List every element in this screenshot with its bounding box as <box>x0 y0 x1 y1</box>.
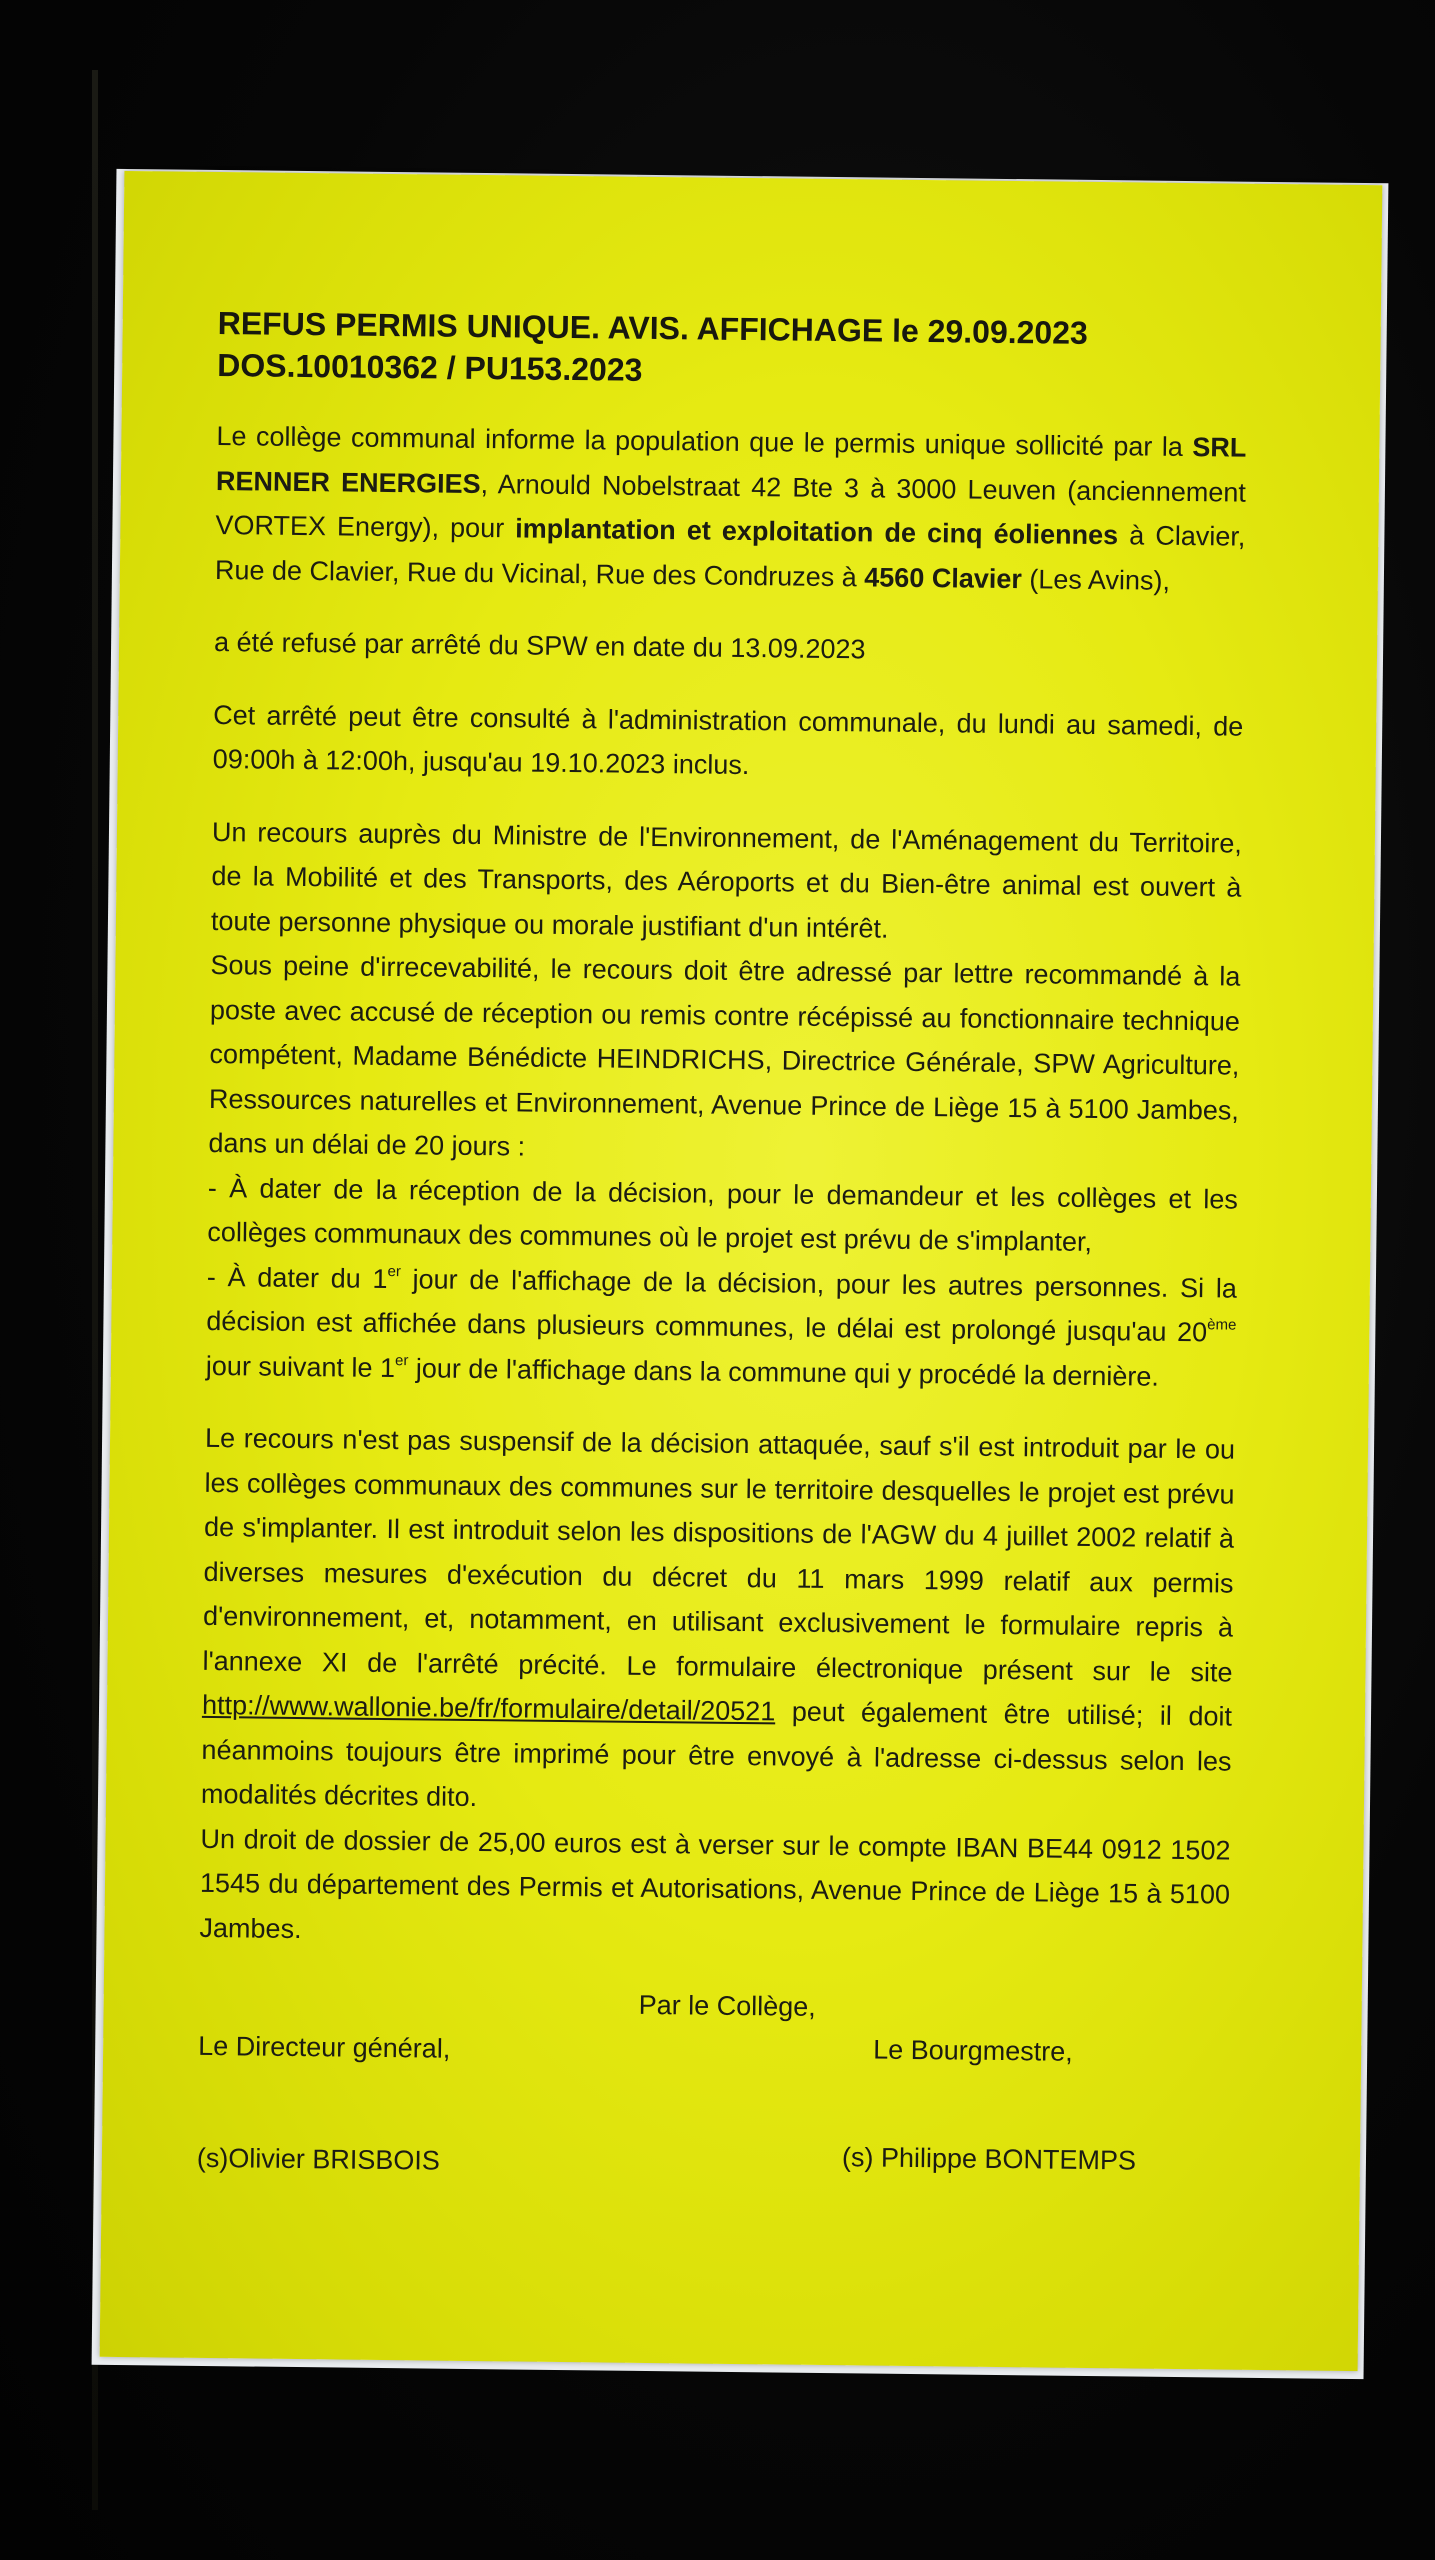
locality: 4560 Clavier <box>864 561 1023 594</box>
paragraph-deadline-applicant: - À dater de la réception de la décision, pour le demandeur et les collèges et les collèges communaux des communes où le projet est prévu de s'implanter, <box>207 1172 1239 1257</box>
paragraph-appeal: Un recours auprès du Ministre de l'Environnement, de l'Aménagement du Territoire, de la Mobilité et des Transports, des Aéroports et du Bien-être animal est ouvert à toute personne physique ou morale justifiant d'un intérêt. <box>210 816 1243 944</box>
text-segment: Le recours n'est pas suspensif de la décision attaquée, sauf s'il est introduit par le ou les collèges communaux des communes sur le territoire desquelles le projet est prévu de s'implanter. Il est introduit selon les dispositions de l'AGW du 4 juillet 2002 relatif à diverses mesures d'exécution du décret du 11 mars 1999 relatif aux permis d'environnement, et, notamment, en utilisant exclusivement le formulaire repris à l'annexe XI de l'arrêté précité. Le formulaire électronique présent sur le site <box>202 1422 1236 1688</box>
signature-header: Par le Collège, <box>638 1989 816 2022</box>
left-signatory-name: (s)Olivier BRISBOIS <box>196 2142 441 2176</box>
left-signatory-role: Le Directeur général, <box>198 2030 451 2064</box>
text-segment: peut également être utilisé; il doit néanmoins toujours être imprimé pour être envoyé à l'adresse ci-dessus selon les modalités décrites dito. <box>200 1696 1233 1813</box>
text-segment: - À dater du 1 <box>206 1261 388 1294</box>
paragraph-fee: Un droit de dossier de 25,00 euros est à verser sur le compte IBAN BE44 0912 1502 1545 du département des Permis et Autorisations, Avenue Prince de Liège 15 à 5100 Jambes. <box>199 1823 1231 1944</box>
text-segment: jour de l'affichage de la décision, pour les autres personnes. Si la décision est affichée dans plusieurs communes, le délai est prolongé jusqu'au 20 <box>206 1263 1238 1348</box>
form-link[interactable]: http://www.wallonie.be/fr/formulaire/detail/20521 <box>201 1689 776 1727</box>
text-segment: jour suivant le 1 <box>205 1350 396 1383</box>
signature-block <box>196 1978 1229 2220</box>
company-name: SRL RENNER ENERGIES <box>215 432 1247 499</box>
notice-sheet <box>100 171 1383 2371</box>
paragraph-appeal-effect <box>201 1416 1235 1828</box>
right-signatory-name: (s) Philippe BONTEMPS <box>841 2142 1137 2176</box>
text-segment: jour de l'affichage dans la commune qui y procédé la dernière. <box>408 1352 1160 1392</box>
superscript: ème <box>1207 1316 1237 1334</box>
superscript: er <box>394 1351 409 1369</box>
title-line-1: REFUS PERMIS UNIQUE. AVIS. AFFICHAGE le 29.09.2023 <box>217 305 1089 351</box>
superscript: er <box>387 1262 401 1280</box>
paragraph-refusal: a été refusé par arrêté du SPW en date du 13.09.2023 <box>213 626 866 665</box>
paragraph-consultation: Cet arrêté peut être consulté à l'administration communale, du lundi au samedi, de 09:00h à 12:00h, jusqu'au 19.10.2023 inclus. <box>212 699 1244 781</box>
notice-content <box>196 302 1248 2220</box>
paragraph-deadline-others <box>206 1254 1237 1399</box>
paragraph-permit-request <box>215 414 1247 604</box>
text-segment: à Clavier, Rue de Clavier, Rue du Vicinal, Rue des Condruzes à <box>214 520 1246 592</box>
title-line-2: DOS.10010362 / PU153.2023 <box>217 347 643 388</box>
project-description: implantation et exploitation de cinq éoliennes <box>515 513 1119 551</box>
text-segment: , Arnould Nobelstraat 42 Bte 3 à 3000 Leuven (anciennement VORTEX Energy), pour <box>215 468 1247 544</box>
text-segment: Le collège communal informe la population que le permis unique sollicité par la <box>216 420 1193 463</box>
right-signatory-role: Le Bourgmestre, <box>873 2034 1073 2067</box>
text-segment: (Les Avins), <box>1021 563 1171 596</box>
paragraph-appeal-procedure: Sous peine d'irrecevabilité, le recours doit être adressé par lettre recommandé à la poste avec accusé de réception ou remis contre récépissé au fonctionnaire technique compétent, Madame Bénédicte HEINDRICHS, Directrice Générale, SPW Agriculture, Ressources naturelles et Environnement, Avenue Prince de Liège 15 à 5100 Jambes, dans un délai de 20 jours : <box>208 949 1241 1162</box>
notice-title <box>217 302 1248 398</box>
